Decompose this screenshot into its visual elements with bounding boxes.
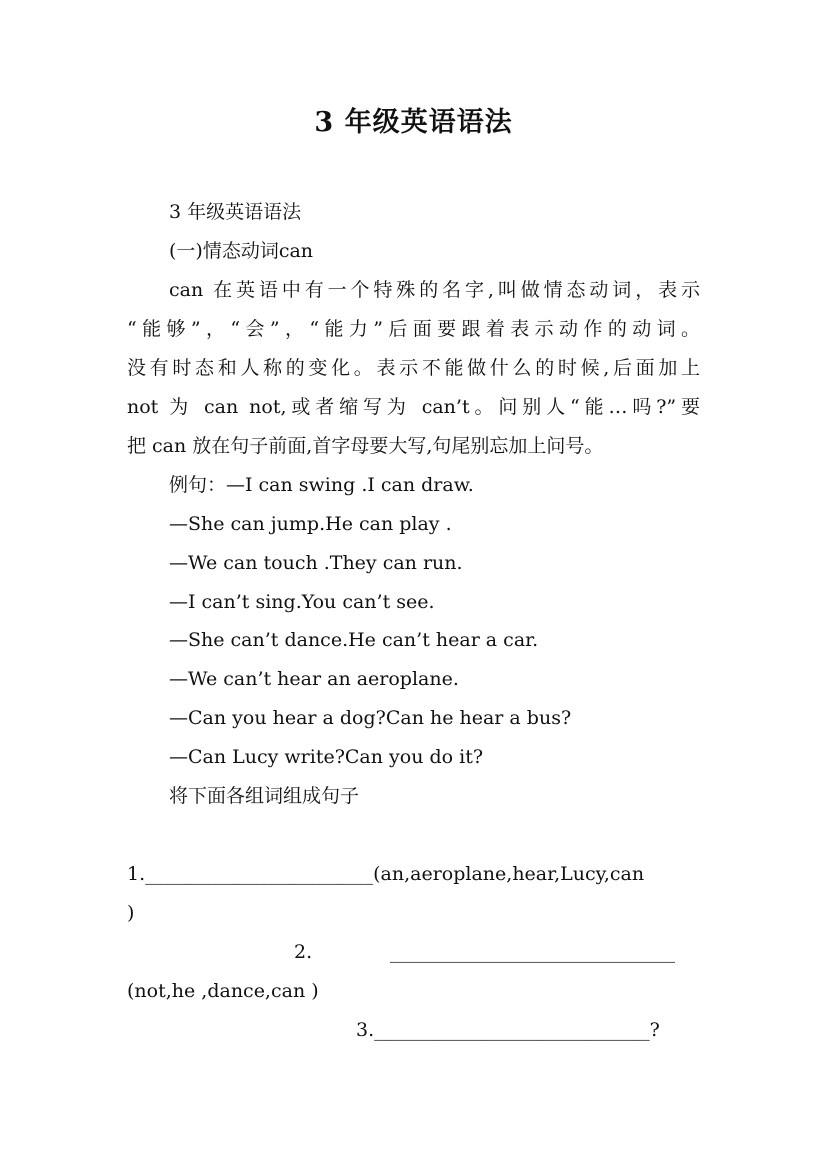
paragraph-line: 没有时态和人称的变化。表示不能做什么的时候,后面加上 bbox=[127, 357, 700, 379]
exercise-2-blank: ______________________________ bbox=[390, 941, 675, 963]
example-line: —We can’t hear an aeroplane. bbox=[169, 668, 459, 690]
example-line: —Can Lucy write?Can you do it? bbox=[169, 746, 484, 768]
exercise-2-words: (not,he ,dance,can ) bbox=[127, 980, 319, 1002]
section-heading: (一)情态动词can bbox=[169, 240, 314, 262]
page-title: 3 年级英语语法 bbox=[314, 107, 513, 138]
paragraph-line: not 为 can not,或者缩写为 can’t。问别人“能…吗?”要 bbox=[127, 396, 700, 418]
example-line: —She can’t dance.He can’t hear a car. bbox=[169, 629, 539, 651]
example-line: —I can’t sing.You can’t see. bbox=[169, 591, 435, 613]
exercise-1-tail: ) bbox=[127, 902, 135, 924]
paragraph-line: “能够”，“会”，“能力”后面要跟着表示动作的动词。 bbox=[127, 318, 700, 340]
example-line: —We can touch .They can run. bbox=[169, 552, 463, 574]
example-line: 例句：—I can swing .I can draw. bbox=[169, 474, 474, 496]
exercise-heading: 将下面各组词组成句子 bbox=[169, 785, 360, 807]
paragraph-line: can 在英语中有一个特殊的名字,叫做情态动词，表示 bbox=[169, 279, 700, 301]
example-line: —Can you hear a dog?Can he hear a bus? bbox=[169, 707, 572, 729]
exercise-1: 1.________________________(an,aeroplane,hear,Lucy,can bbox=[127, 863, 645, 885]
subtitle: 3 年级英语语法 bbox=[169, 201, 302, 223]
exercise-3: 3._____________________________? bbox=[356, 1019, 660, 1041]
paragraph-line: 把 can 放在句子前面,首字母要大写,句尾别忘加上问号。 bbox=[127, 435, 604, 457]
example-line: —She can jump.He can play . bbox=[169, 513, 452, 535]
exercise-2-number: 2. bbox=[294, 941, 313, 963]
